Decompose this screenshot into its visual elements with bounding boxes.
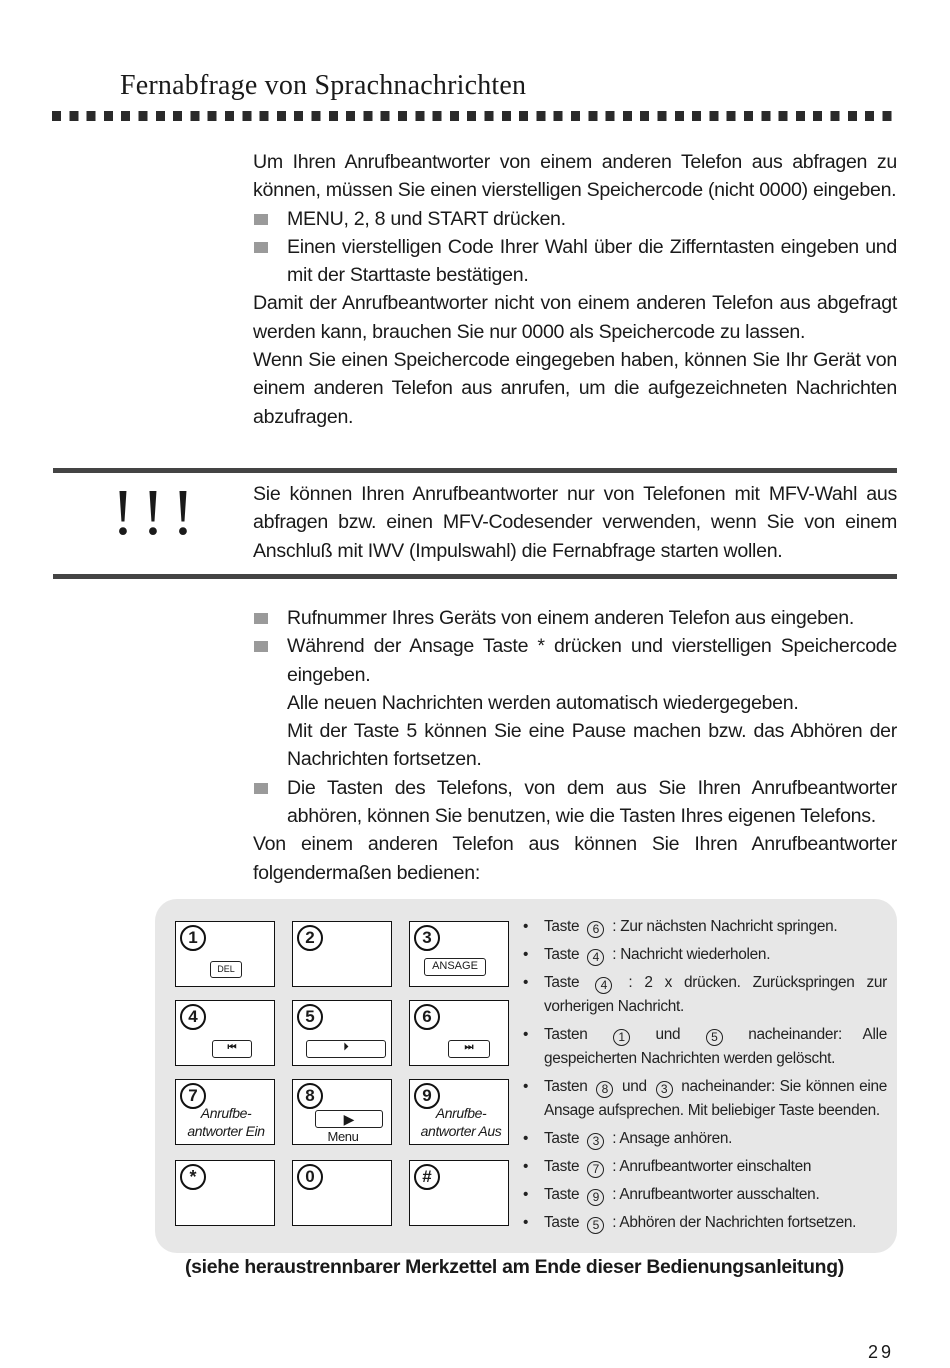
skip-back-icon: ⏮ xyxy=(212,1040,252,1058)
step-bullet-2-line-3: Mit der Taste 5 können Sie eine Pause machen bzw. das Abhören der Nachrichten fortsetzen. xyxy=(287,720,897,771)
key-hash-symbol: # xyxy=(414,1164,440,1190)
key-7-number: 7 xyxy=(180,1083,206,1109)
key-9-label: Anrufbe- antworter Aus xyxy=(420,1105,502,1139)
intro-paragraph-2: Damit der Anrufbeantworter nicht von einem anderen Telefon aus abgefragt werden kann, brauchen Sie nur 0000 als Speichercode zu lassen. xyxy=(253,292,897,343)
notice-top-rule xyxy=(53,468,897,473)
key-1 xyxy=(175,921,275,987)
circled-number: 3 xyxy=(587,1133,604,1150)
list-item: • Taste 5 : Abhören der Nachrichten fortsetzen. xyxy=(523,1211,887,1235)
play-pause-icon: ⏵ xyxy=(306,1040,386,1058)
key-8-number: 8 xyxy=(297,1083,323,1109)
step-bullet-2: Während der Ansage Taste * drücken und vierstelligen Speichercode eingeben. xyxy=(253,632,897,689)
step-bullet-3: Die Tasten des Telefons, von dem aus Sie Ihren Anrufbeantworter abhören, können Sie benutzen, wie die Tasten Ihres eigenen Telefons. xyxy=(253,774,897,831)
key-hash xyxy=(409,1160,509,1226)
circled-number: 9 xyxy=(587,1189,604,1206)
list-item: • Taste 4 : 2 x drücken. Zurückspringen zur vorherigen Nachricht. xyxy=(523,971,887,1019)
step-bullet-1: Rufnummer Ihres Geräts von einem anderen Telefon aus eingeben. xyxy=(253,604,897,632)
list-item: • Taste 4 : Nachricht wiederholen. xyxy=(523,943,887,967)
list-item: • Tasten 1 und 5 nacheinander: Alle gespeicherten Nachrichten werden gelöscht. xyxy=(523,1023,887,1071)
key-star-symbol: * xyxy=(180,1164,206,1190)
key-star xyxy=(175,1160,275,1226)
ansage-label: ANSAGE xyxy=(424,958,486,976)
intro-section xyxy=(253,148,897,431)
step-bullet-2-line-2: Alle neuen Nachrichten werden automatisch wiedergegeben. xyxy=(287,691,799,714)
list-item: • Taste 9 : Anrufbeantworter ausschalten. xyxy=(523,1183,887,1207)
key-6 xyxy=(409,1000,509,1066)
key-4-number: 4 xyxy=(180,1004,206,1030)
circled-number: 4 xyxy=(587,949,604,966)
key-9-number: 9 xyxy=(414,1083,440,1109)
circled-number: 5 xyxy=(587,1217,604,1234)
warning-marker: !!! xyxy=(112,476,202,549)
steps-section xyxy=(253,604,897,887)
key-3-number: 3 xyxy=(414,925,440,951)
footer-note: (siehe heraustrennbarer Merkzettel am Ende dieser Bedienungsanleitung) xyxy=(185,1256,844,1278)
key-4 xyxy=(175,1000,275,1066)
intro-paragraph-3: Wenn Sie einen Speichercode eingegeben haben, können Sie Ihr Gerät von einem anderen Telefon aus anrufen, um die aufgezeichneten Nachrichten abzufragen. xyxy=(253,349,897,428)
circled-number: 6 xyxy=(587,921,604,938)
intro-bullet-2: Einen vierstelligen Code Ihrer Wahl über die Zifferntasten eingeben und mit der Starttaste bestätigen. xyxy=(253,233,897,290)
steps-paragraph: Von einem anderen Telefon aus können Sie Ihren Anrufbeantworter folgendermaßen bedienen: xyxy=(253,833,897,884)
circled-number: 5 xyxy=(706,1029,723,1046)
page-title: Fernabfrage von Sprachnachrichten xyxy=(120,70,527,101)
del-label: DEL xyxy=(210,961,242,978)
list-item: • Taste 7 : Anrufbeantworter einschalten xyxy=(523,1155,887,1179)
page-number: 29 xyxy=(868,1342,895,1362)
key-5 xyxy=(292,1000,392,1066)
intro-bullet-1: MENU, 2, 8 und START drücken. xyxy=(253,205,897,233)
key-0-number: 0 xyxy=(297,1164,323,1190)
key-7 xyxy=(175,1079,275,1145)
key-5-number: 5 xyxy=(297,1004,323,1030)
circled-number: 4 xyxy=(595,977,612,994)
key-8 xyxy=(292,1079,392,1145)
key-3 xyxy=(409,921,509,987)
key-function-list xyxy=(523,915,887,1239)
list-item: • Tasten 8 und 3 nacheinander: Sie können eine Ansage aufsprechen. Mit beliebiger Taste beenden. xyxy=(523,1075,887,1123)
notice-bottom-rule xyxy=(53,574,897,579)
key-2-number: 2 xyxy=(297,925,323,951)
key-9 xyxy=(409,1079,509,1145)
list-item: • Taste 6 : Zur nächsten Nachricht springen. xyxy=(523,915,887,939)
circled-number: 8 xyxy=(596,1081,613,1098)
intro-paragraph-1: Um Ihren Anrufbeantworter von einem anderen Telefon aus abfragen zu können, müssen Sie einen vierstelligen Speichercode (nicht 0000) eingeben. xyxy=(253,151,897,202)
menu-play-icon: ▶ xyxy=(315,1110,383,1128)
circled-number: 7 xyxy=(587,1161,604,1178)
key-2 xyxy=(292,921,392,987)
key-7-label: Anrufbe- antworter Ein xyxy=(187,1105,265,1139)
key-1-number: 1 xyxy=(180,925,206,951)
dotted-divider xyxy=(52,111,898,121)
circled-number: 3 xyxy=(656,1081,673,1098)
menu-label: Menu xyxy=(327,1129,359,1144)
skip-forward-icon: ⏭ xyxy=(448,1040,490,1058)
circled-number: 1 xyxy=(613,1029,630,1046)
key-6-number: 6 xyxy=(414,1004,440,1030)
list-item: • Taste 3 : Ansage anhören. xyxy=(523,1127,887,1151)
key-0 xyxy=(292,1160,392,1226)
notice-text: Sie können Ihren Anrufbeantworter nur von Telefonen mit MFV-Wahl aus abfragen bzw. einen MFV-Codesender verwenden, wenn Sie von einem Anschluß mit IWV (Impulswahl) die Fernabfrage starten wollen. xyxy=(253,483,897,562)
